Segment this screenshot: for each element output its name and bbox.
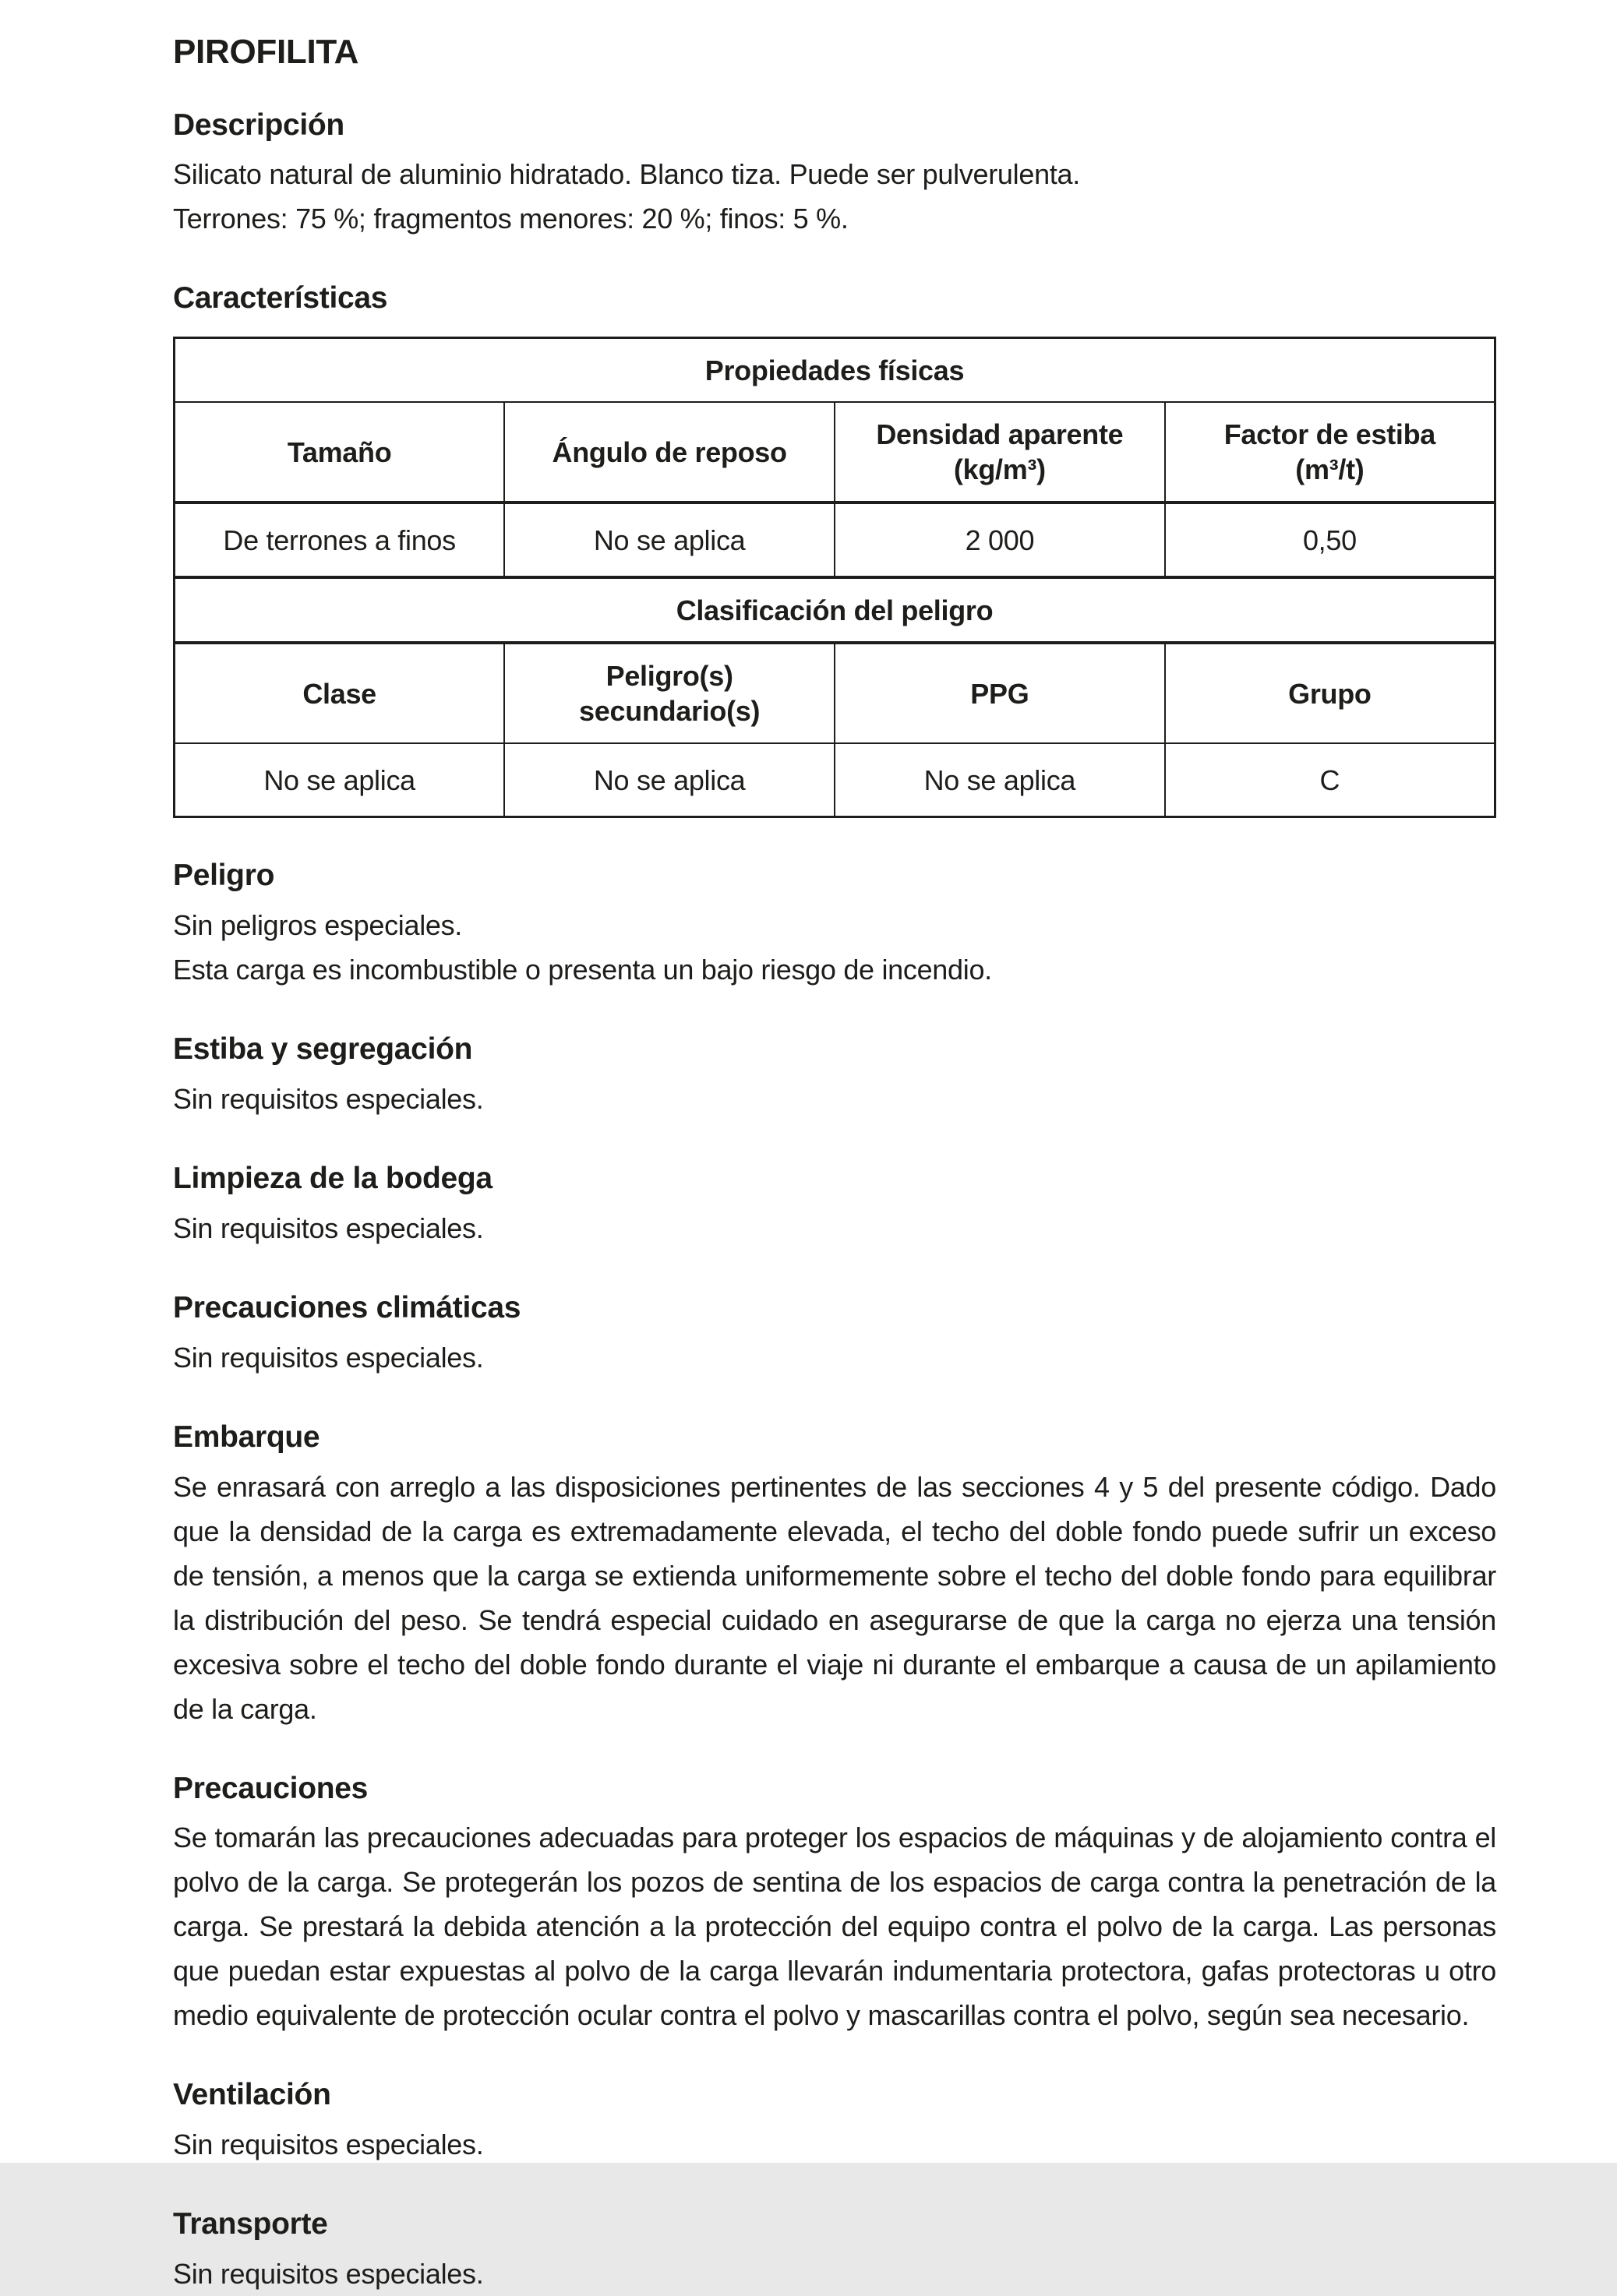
col-header-line: Ángulo de reposo bbox=[552, 436, 787, 468]
table-row bbox=[175, 577, 1495, 643]
cell-ppg-value: No se aplica bbox=[835, 743, 1165, 817]
col-header-line: Clase bbox=[302, 677, 376, 710]
cell-clase-value: No se aplica bbox=[263, 764, 415, 796]
col-header-line: secundario(s) bbox=[579, 695, 761, 728]
descripcion-line: Terrones: 75 %; fragmentos menores: 20 %; finos: 5 %. bbox=[173, 203, 849, 235]
col-header-peligro-secundario bbox=[504, 643, 835, 743]
precauciones-climaticas-heading: Precauciones climáticas bbox=[173, 1290, 521, 1324]
peligro-heading: Peligro bbox=[173, 859, 275, 893]
col-header-line: Peligro(s) bbox=[605, 660, 733, 693]
section-precauciones-climaticas bbox=[173, 1291, 1496, 1380]
col-header-line: Tamaño bbox=[287, 436, 392, 468]
descripcion-line: Silicato natural de aluminio hidratado. Blanco tiza. Puede ser pulverulenta. bbox=[173, 158, 1080, 191]
precauciones-heading: Precauciones bbox=[173, 1771, 369, 1805]
estiba-heading: Estiba y segregación bbox=[173, 1032, 473, 1067]
table-row bbox=[175, 503, 1495, 577]
characteristics-table bbox=[173, 337, 1496, 818]
section-descripcion bbox=[173, 108, 1496, 242]
cell-densidad-value: 2 000 bbox=[835, 503, 1165, 577]
cell-peligro-secundario-value: No se aplica bbox=[504, 743, 835, 817]
page-title: PIROFILITA bbox=[173, 33, 359, 71]
section-precauciones bbox=[173, 1772, 1496, 2038]
embarque-heading: Embarque bbox=[173, 1420, 320, 1454]
col-header-line: Densidad aparente bbox=[876, 418, 1124, 451]
col-header-clase bbox=[175, 643, 505, 743]
ventilacion-heading: Ventilación bbox=[173, 2078, 331, 2112]
section-embarque bbox=[173, 1420, 1496, 1731]
table-row bbox=[175, 402, 1495, 503]
col-header-line: PPG bbox=[970, 677, 1029, 710]
transporte-heading: Transporte bbox=[173, 2207, 328, 2241]
descripcion-heading: Descripción bbox=[173, 108, 344, 142]
peligro-line: Sin peligros especiales. bbox=[173, 909, 463, 942]
ventilacion-line: Sin requisitos especiales. bbox=[173, 2128, 484, 2161]
physical-properties-title: Propiedades físicas bbox=[175, 338, 1495, 403]
section-transporte bbox=[173, 2207, 1496, 2296]
cell-grupo-value: C bbox=[1165, 743, 1495, 817]
section-limpieza-bodega bbox=[173, 1162, 1496, 1250]
col-header-line: Grupo bbox=[1288, 677, 1372, 710]
cell-tamano-value: De terrones a finos bbox=[175, 503, 505, 577]
hazard-classification-title: Clasificación del peligro bbox=[175, 577, 1495, 643]
cell-factor-estiba-value: 0,50 bbox=[1165, 503, 1495, 577]
transporte-line: Sin requisitos especiales. bbox=[173, 2258, 484, 2291]
limpieza-heading: Limpieza de la bodega bbox=[173, 1161, 493, 1195]
embarque-paragraph: Se enrasará con arreglo a las disposiciones pertinentes de las secciones 4 y 5 del presente código. Dado que la densidad de la carga es extremadamente elevada, el techo del doble fondo puede sufrir un exceso de tensión, a menos que la carga se extienda uniformemente sobre el techo del doble fondo para equilibrar la distribución del peso. Se tendrá especial cuidado en asegurarse de que la carga no ejerza una tensión excesiva sobre el techo del doble fondo durante el viaje ni durante el embarque a causa de un apilamiento de la carga. bbox=[173, 1470, 1496, 1725]
section-peligro bbox=[173, 859, 1496, 992]
col-header-angulo-reposo bbox=[504, 402, 835, 503]
table-row bbox=[175, 743, 1495, 817]
col-header-line: Factor de estiba bbox=[1223, 418, 1436, 451]
caracteristicas-heading: Características bbox=[173, 281, 388, 316]
col-header-unit: (m³/t) bbox=[1295, 453, 1365, 486]
col-header-tamano bbox=[175, 402, 505, 503]
section-estiba-segregacion bbox=[173, 1032, 1496, 1121]
cell-angulo-value: No se aplica bbox=[504, 503, 835, 577]
peligro-line: Esta carga es incombustible o presenta un bajo riesgo de incendio. bbox=[173, 954, 992, 986]
table-row bbox=[175, 643, 1495, 743]
col-header-factor-estiba bbox=[1165, 402, 1495, 503]
col-header-grupo bbox=[1165, 643, 1495, 743]
precauciones-climaticas-line: Sin requisitos especiales. bbox=[173, 1341, 484, 1374]
col-header-densidad-aparente bbox=[835, 402, 1165, 503]
col-header-unit: (kg/m³) bbox=[953, 453, 1046, 486]
table-row bbox=[175, 338, 1495, 403]
precauciones-paragraph: Se tomarán las precauciones adecuadas para proteger los espacios de máquinas y de alojamiento contra el polvo de la carga. Se protegerán los pozos de sentina de los espacios de carga contra la penetración de la carga. Se prestará la debida atención a la protección del equipo contra el polvo de la carga. Las personas que puedan estar expuestas al polvo de la carga llevarán indumentaria protectora, gafas protectoras u otro medio equivalente de protección ocular contra el polvo y mascarillas contra el polvo, según sea necesario. bbox=[173, 1822, 1496, 2032]
estiba-line: Sin requisitos especiales. bbox=[173, 1082, 484, 1115]
col-header-ppg bbox=[835, 643, 1165, 743]
section-ventilacion bbox=[173, 2078, 1496, 2167]
limpieza-line: Sin requisitos especiales. bbox=[173, 1211, 484, 1244]
